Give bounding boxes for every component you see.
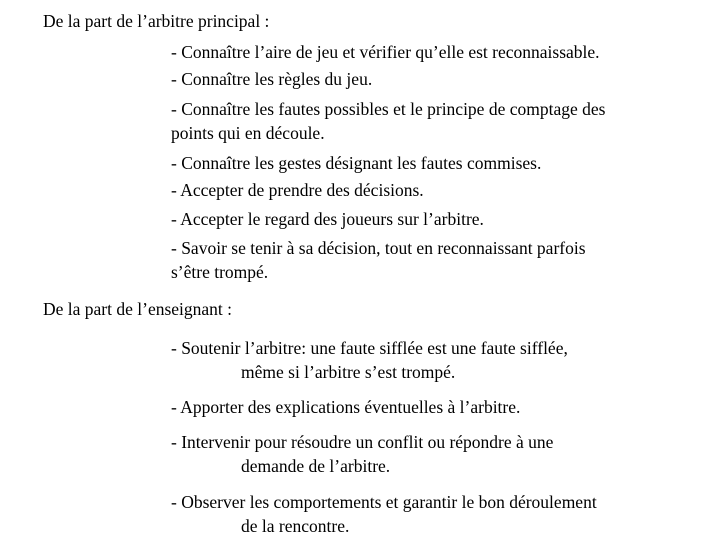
list-item-text: - Connaître les règles du jeu. bbox=[171, 69, 373, 89]
list-item-arbitre-3 bbox=[171, 97, 605, 145]
list-item-text: - Connaître les gestes désignant les fautes commises. bbox=[171, 153, 542, 173]
list-item-text-continued: s’être trompé. bbox=[171, 262, 269, 282]
list-item-text: - Intervenir pour résoudre un conflit ou répondre à une bbox=[171, 432, 554, 452]
list-item-text-continued: demande de l’arbitre. bbox=[241, 456, 391, 476]
list-item-text: - Savoir se tenir à sa décision, tout en reconnaissant parfois bbox=[171, 238, 586, 258]
list-item-arbitre-4 bbox=[171, 151, 541, 175]
list-item-text-continued: même si l’arbitre s’est trompé. bbox=[241, 362, 456, 382]
list-item-arbitre-6 bbox=[171, 207, 484, 231]
list-item-arbitre-7 bbox=[171, 236, 586, 284]
list-item-enseignant-2 bbox=[171, 395, 520, 419]
list-item-enseignant-3 bbox=[171, 430, 553, 478]
list-item-arbitre-1 bbox=[171, 40, 600, 64]
list-item-text: - Soutenir l’arbitre: une faute sifflée est une faute sifflée, bbox=[171, 338, 568, 358]
list-item-text-continued: de la rencontre. bbox=[241, 516, 350, 536]
list-item-enseignant-4 bbox=[171, 490, 597, 538]
list-item-text: - Connaître les fautes possibles et le principe de comptage des bbox=[171, 99, 606, 119]
list-item-enseignant-1 bbox=[171, 336, 568, 384]
list-item-text-continued: points qui en découle. bbox=[171, 123, 325, 143]
list-item-text: - Observer les comportements et garantir le bon déroulement bbox=[171, 492, 597, 512]
list-item-text: - Connaître l’aire de jeu et vérifier qu’elle est reconnaissable. bbox=[171, 42, 600, 62]
list-item-arbitre-5 bbox=[171, 178, 424, 202]
section-heading-arbitre: De la part de l’arbitre principal : bbox=[43, 11, 270, 31]
list-item-arbitre-2 bbox=[171, 67, 372, 91]
list-item-text: - Accepter de prendre des décisions. bbox=[171, 180, 424, 200]
list-item-text: - Apporter des explications éventuelles à l’arbitre. bbox=[171, 397, 521, 417]
section-heading-enseignant: De la part de l’enseignant : bbox=[43, 299, 233, 319]
list-item-text: - Accepter le regard des joueurs sur l’arbitre. bbox=[171, 209, 484, 229]
